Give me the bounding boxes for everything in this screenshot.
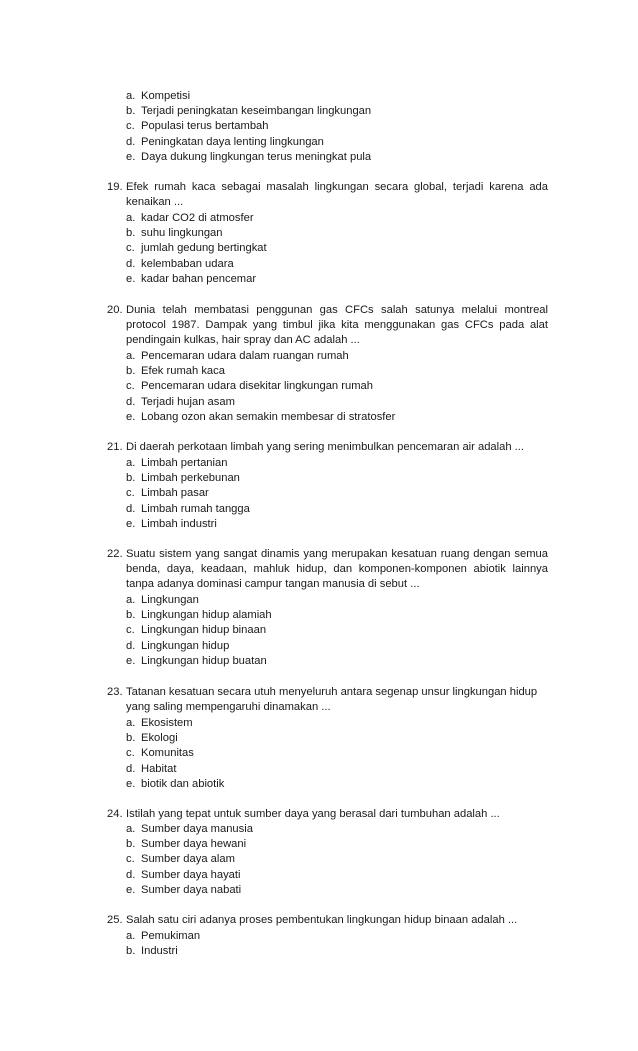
option-text: Komunitas (141, 747, 194, 760)
option-text: Lingkungan hidup alamiah (141, 609, 272, 622)
option-text: kadar CO2 di atmosfer (141, 212, 254, 224)
question-number: 21. (107, 441, 123, 453)
option-letter: d. (126, 257, 136, 270)
question-23 (107, 685, 548, 715)
option-letter: b. (126, 609, 136, 622)
option-letter: d. (126, 639, 136, 652)
option-25-b (126, 944, 546, 959)
option-text: Limbah rumah tangga (141, 502, 250, 515)
option-text: Kompetisi (141, 90, 191, 102)
option-19-a (126, 211, 546, 226)
option-letter: c. (126, 242, 135, 255)
option-text: Pencemaran udara disekitar lingkungan rumah (141, 380, 373, 393)
option-24-b (126, 837, 546, 852)
option-20-a (126, 349, 546, 364)
option-20-e (126, 410, 546, 425)
question-20 (107, 303, 548, 349)
option-letter: c. (126, 747, 135, 760)
option-22-c (126, 623, 546, 638)
question-25 (107, 913, 548, 928)
option-text: Limbah pasar (141, 487, 209, 500)
question-25-options (126, 929, 546, 959)
option-text: Pencemaran udara dalam ruangan rumah (141, 350, 349, 362)
option-text: Limbah pertanian (141, 457, 228, 469)
option-text: Habitat (141, 762, 177, 775)
question-20-options (126, 349, 546, 425)
question-24 (107, 807, 548, 822)
question-stem: Istilah yang tepat untuk sumber daya yang berasal dari tumbuhan adalah ... (126, 808, 500, 820)
option-19-b (126, 226, 546, 241)
question-stem: Dunia telah membatasi penggunan gas CFCs salah satunya melalui montreal protocol 1987. Dampak yang timbul jika kita menggunakan gas CFCs pada alat pendingain kulkas, hair spray dan AC adalah ... (126, 304, 548, 347)
option-23-b (126, 731, 546, 746)
option-24-e (126, 883, 546, 898)
option-letter: d. (126, 868, 136, 881)
option-text: Peningkatan daya lenting lingkungan (141, 135, 324, 148)
option-text: Daya dukung lingkungan terus meningkat pula (141, 150, 372, 163)
option-18-a (126, 89, 546, 104)
option-text: Sumber daya alam (141, 853, 235, 866)
option-23-c (126, 746, 546, 761)
option-text: Efek rumah kaca (141, 365, 225, 378)
option-text: jumlah gedung bertingkat (141, 242, 267, 255)
option-text: Pemukiman (141, 930, 201, 942)
option-18-c (126, 119, 546, 134)
question-21 (107, 440, 548, 455)
option-letter: c. (126, 853, 135, 866)
option-20-c (126, 379, 546, 394)
option-text: kadar bahan pencemar (141, 272, 257, 285)
option-18-d (126, 135, 546, 150)
option-24-c (126, 852, 546, 867)
option-letter: a. (126, 457, 136, 469)
question-number: 24. (107, 808, 123, 820)
option-letter: b. (126, 838, 136, 851)
question-stem: Suatu sistem yang sangat dinamis yang merupakan kesatuan ruang dengan semua benda, daya, keadaan, mahluk hidup, dan komponen-komponen abiotik lainnya tanpa adanya dominasi campur tangan manusia di sebut ... (126, 548, 548, 591)
question-18-options (126, 89, 546, 165)
option-text: Ekologi (141, 732, 178, 745)
question-stem: Tatanan kesatuan secara utuh menyeluruh antara segenap unsur lingkungan hidup yang saling mempengaruhi dinamakan ... (126, 686, 538, 714)
option-letter: b. (126, 472, 136, 485)
option-letter: d. (126, 762, 136, 775)
option-21-a (126, 456, 546, 471)
option-letter: e. (126, 410, 136, 423)
option-text: Lingkungan (141, 594, 199, 606)
option-21-c (126, 486, 546, 501)
option-20-b (126, 364, 546, 379)
question-stem: Efek rumah kaca sebagai masalah lingkungan secara global, terjadi karena ada kenaikan ... (126, 181, 548, 209)
option-letter: a. (126, 823, 136, 835)
option-text: kelembaban udara (141, 257, 234, 270)
option-text: Sumber daya manusia (141, 823, 253, 835)
option-21-b (126, 471, 546, 486)
option-text: Sumber daya hewani (141, 838, 247, 851)
option-text: Industri (141, 945, 178, 958)
question-23-options (126, 716, 546, 792)
question-number: 19. (107, 181, 123, 193)
option-22-d (126, 639, 546, 654)
question-19 (107, 180, 548, 210)
option-letter: a. (126, 350, 136, 362)
question-stem: Di daerah perkotaan limbah yang sering menimbulkan pencemaran air adalah ... (126, 441, 525, 453)
option-22-e (126, 654, 546, 669)
option-text: Lingkungan hidup buatan (141, 654, 267, 667)
option-letter: e. (126, 150, 136, 163)
option-letter: e. (126, 777, 136, 790)
option-18-e (126, 150, 546, 165)
question-number: 25. (107, 914, 123, 926)
option-letter: d. (126, 502, 136, 515)
option-letter: a. (126, 90, 136, 102)
option-text: Limbah perkebunan (141, 472, 240, 485)
option-24-a (126, 822, 546, 837)
option-text: Terjadi peningkatan keseimbangan lingkungan (141, 105, 372, 118)
option-text: Sumber daya hayati (141, 868, 241, 881)
question-number: 22. (107, 548, 123, 560)
question-number: 23. (107, 686, 123, 698)
option-text: Limbah industri (141, 517, 217, 530)
option-letter: e. (126, 517, 136, 530)
option-text: Ekosistem (141, 717, 193, 729)
option-text: Sumber daya nabati (141, 883, 242, 896)
option-letter: a. (126, 594, 136, 606)
option-letter: c. (126, 120, 135, 133)
option-20-d (126, 395, 546, 410)
option-text: suhu lingkungan (141, 227, 223, 240)
question-21-options (126, 456, 546, 532)
option-18-b (126, 104, 546, 119)
option-23-e (126, 777, 546, 792)
option-22-b (126, 608, 546, 623)
option-letter: d. (126, 395, 136, 408)
option-text: Terjadi hujan asam (141, 395, 235, 408)
option-19-d (126, 257, 546, 272)
option-letter: c. (126, 624, 135, 637)
option-letter: d. (126, 135, 136, 148)
question-stem: Salah satu ciri adanya proses pembentukan lingkungan hidup binaan adalah ... (126, 914, 518, 926)
option-23-d (126, 762, 546, 777)
question-19-options (126, 211, 546, 287)
option-24-d (126, 868, 546, 883)
option-letter: b. (126, 105, 136, 118)
option-19-e (126, 272, 546, 287)
question-22 (107, 547, 548, 593)
option-letter: e. (126, 272, 136, 285)
option-letter: c. (126, 487, 135, 500)
option-text: Lingkungan hidup (141, 639, 230, 652)
question-number: 20. (107, 304, 123, 316)
option-letter: c. (126, 380, 135, 393)
option-23-a (126, 716, 546, 731)
question-22-options (126, 593, 546, 669)
option-letter: e. (126, 883, 136, 896)
option-letter: b. (126, 945, 136, 958)
option-21-d (126, 502, 546, 517)
option-letter: a. (126, 930, 136, 942)
option-text: Populasi terus bertambah (141, 120, 269, 133)
option-text: biotik dan abiotik (141, 777, 225, 790)
option-letter: a. (126, 717, 136, 729)
option-22-a (126, 593, 546, 608)
option-25-a (126, 929, 546, 944)
option-letter: b. (126, 227, 136, 240)
option-letter: a. (126, 212, 136, 224)
option-letter: e. (126, 654, 136, 667)
option-letter: b. (126, 365, 136, 378)
option-letter: b. (126, 732, 136, 745)
option-21-e (126, 517, 546, 532)
option-19-c (126, 241, 546, 256)
option-text: Lobang ozon akan semakin membesar di stratosfer (141, 410, 396, 423)
option-text: Lingkungan hidup binaan (141, 624, 267, 637)
question-24-options (126, 822, 546, 898)
